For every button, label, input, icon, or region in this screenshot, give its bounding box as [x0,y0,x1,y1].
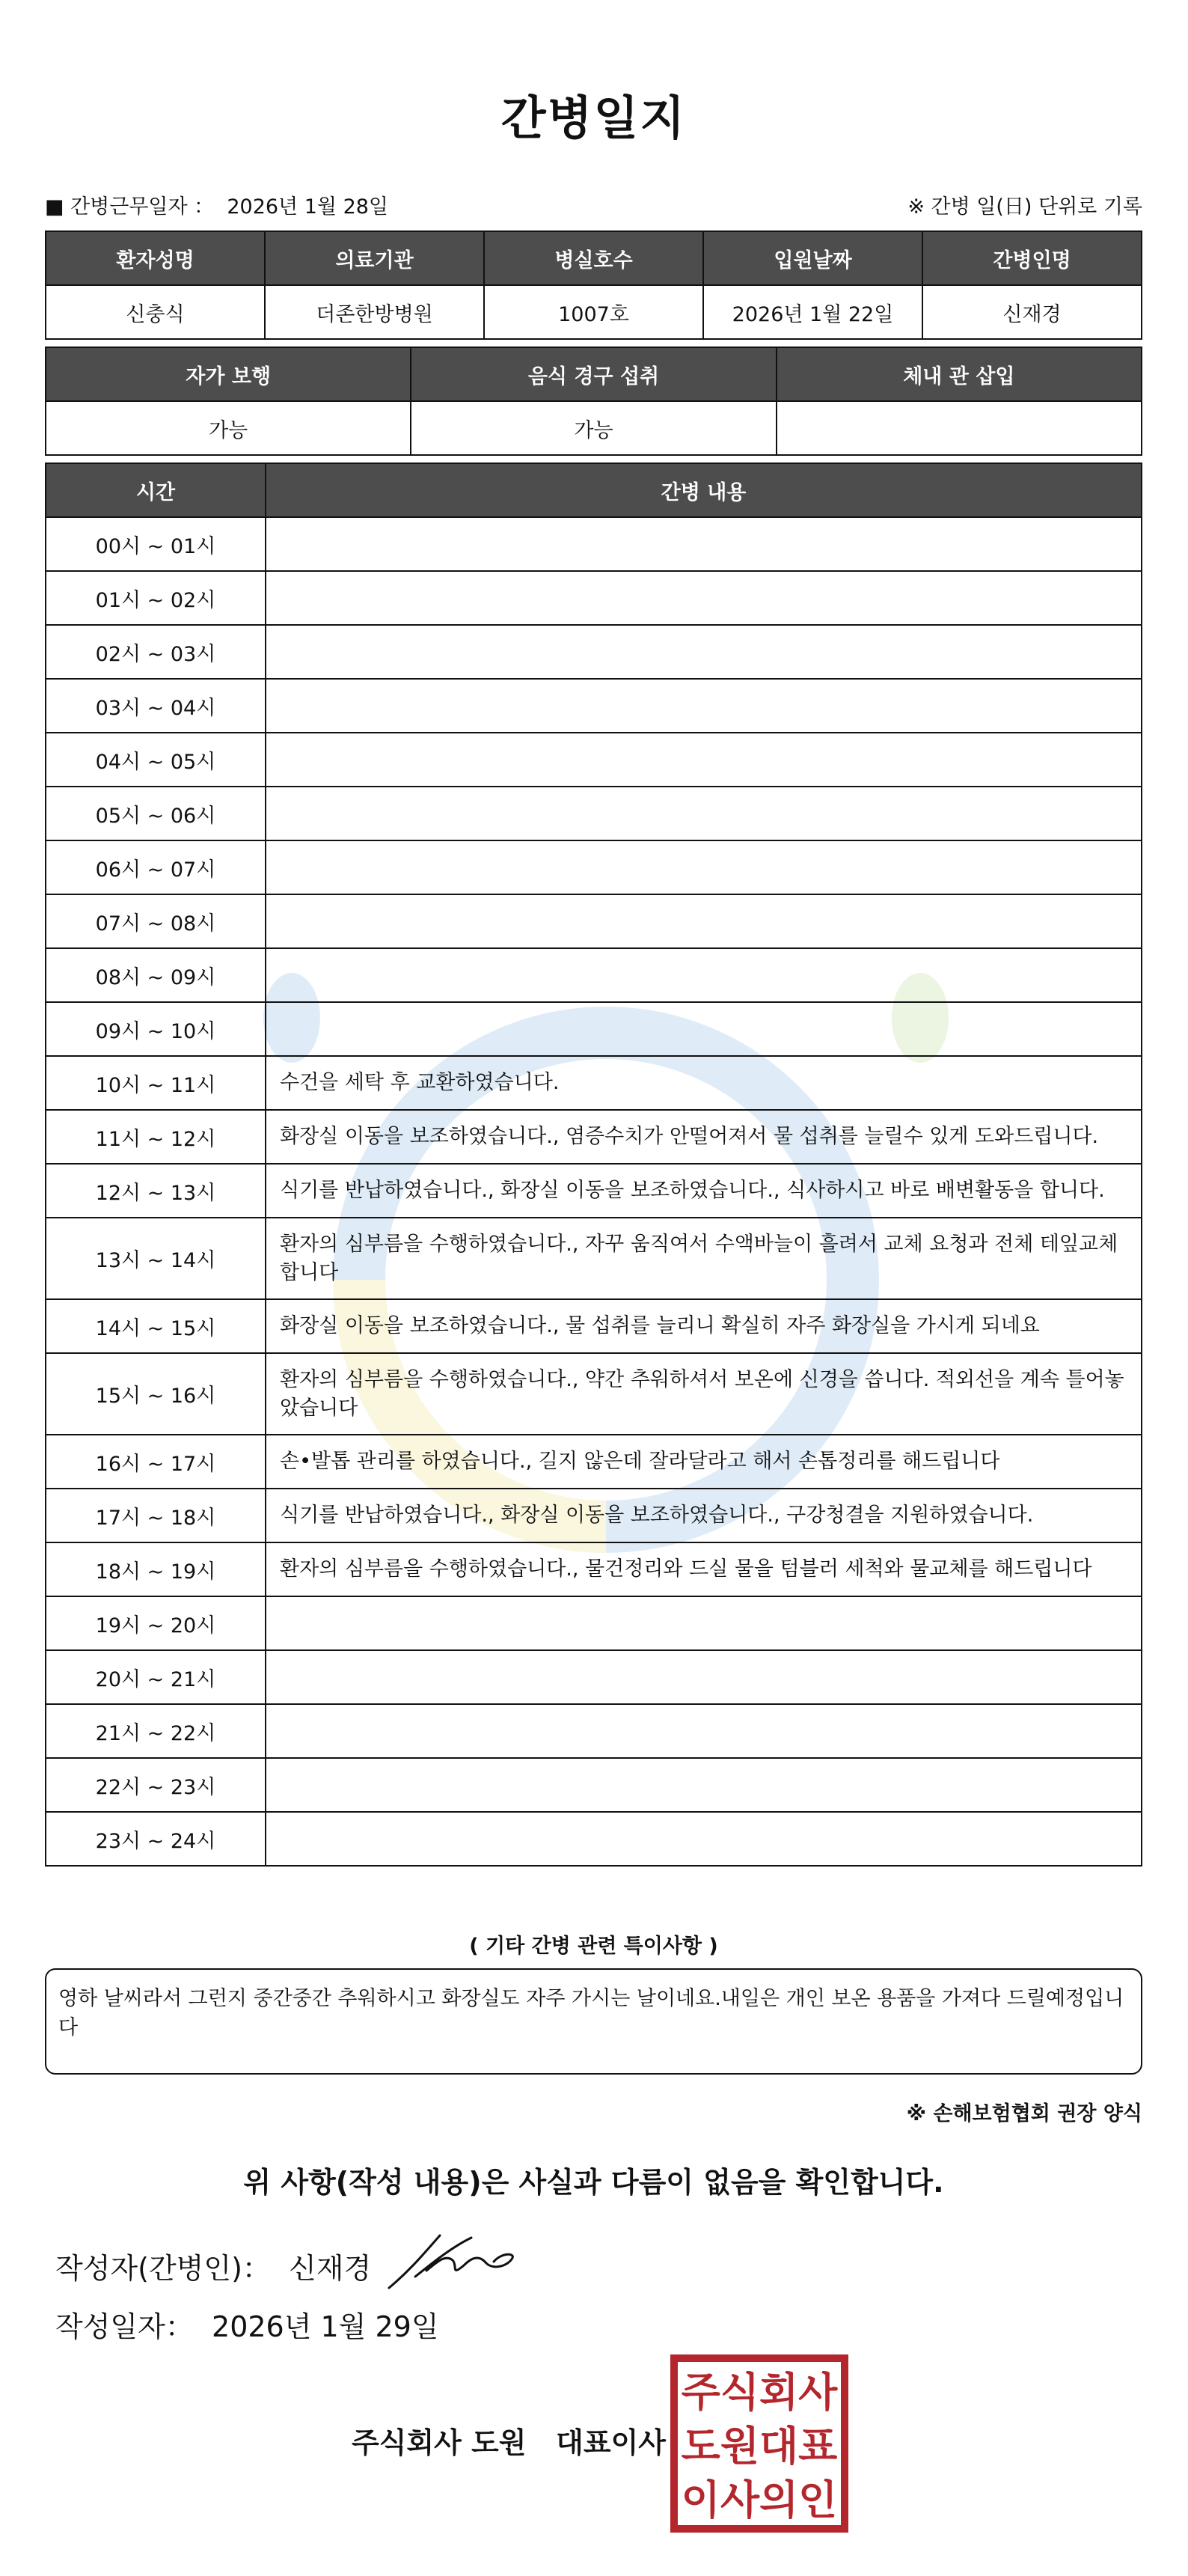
log-row [46,517,1142,571]
log-row [46,1435,1142,1489]
seal-text-line: 이사의인 [681,2478,838,2523]
tube-insertion-value [777,401,1142,455]
seal-text-line: 도원대표 [681,2424,838,2469]
log-time: 05시 ~ 06시 [46,787,266,840]
log-content [266,733,1142,787]
log-content [266,1758,1142,1812]
hospital-name: 더존한방병원 [265,285,484,339]
log-row [46,1650,1142,1704]
log-row [46,840,1142,894]
date-line [55,2304,439,2345]
header-self-walking: 자가 보행 [46,347,411,401]
header-room: 병실호수 [484,231,703,285]
log-time: 12시 ~ 13시 [46,1164,266,1218]
log-row [46,1542,1142,1596]
hourly-log-body [46,517,1142,1866]
log-time: 13시 ~ 14시 [46,1218,266,1299]
document-title: 간병일지 [500,91,687,145]
writer-line [55,2245,371,2286]
log-time: 17시 ~ 18시 [46,1489,266,1542]
log-time: 16시 ~ 17시 [46,1435,266,1489]
work-date-row [45,190,1142,220]
log-time: 01시 ~ 02시 [46,571,266,625]
log-content: 식기를 반납하였습니다., 화장실 이동을 보조하였습니다., 구강청결을 지원하였습니다. [266,1489,1142,1542]
log-row [46,1596,1142,1650]
log-content [266,679,1142,733]
log-row [46,571,1142,625]
log-time: 07시 ~ 08시 [46,894,266,948]
log-content [266,1596,1142,1650]
confirmation-statement: 위 사항(작성 내용)은 사실과 다름이 없음을 확인합니다. [243,2166,944,2199]
log-content [266,571,1142,625]
log-row [46,787,1142,840]
writer-name: 신재경 [289,2252,372,2285]
room-number: 1007호 [484,285,703,339]
log-time: 19시 ~ 20시 [46,1596,266,1650]
company-seal [670,2354,849,2533]
log-content: 식기를 반납하였습니다., 화장실 이동을 보조하였습니다., 식사하시고 바로 배변활동을 합니다. [266,1164,1142,1218]
log-content: 환자의 심부름을 수행하였습니다., 물건정리와 드실 물을 텀블러 세척와 물교체를 해드립니다 [266,1542,1142,1596]
special-notes-label: ( 기타 간병 관련 특이사항 ) [469,1935,718,1958]
log-row [46,1002,1142,1056]
work-date-label: ■ 간병근무일자 ： [45,195,215,219]
header-oral-intake: 음식 경구 섭취 [411,347,776,401]
log-content: 환자의 심부름을 수행하였습니다., 약간 추워하셔서 보온에 신경을 씁니다. 적외선을 계속 틀어놓았습니다 [266,1353,1142,1435]
log-time: 18시 ~ 19시 [46,1542,266,1596]
header-care-content: 간병 내용 [266,463,1142,517]
header-admission-date: 입원날짜 [703,231,922,285]
log-row [46,1353,1142,1435]
work-date-value: 2026년 1월 28일 [227,195,389,219]
log-content: 손•발톱 관리를 하였습니다., 길지 않은데 잘라달라고 해서 손톱정리를 해드립니다 [266,1435,1142,1489]
log-row [46,733,1142,787]
header-patient-name: 환자성명 [46,231,265,285]
handwritten-signature [382,2224,524,2295]
log-row [46,1704,1142,1758]
caregiver-name: 신재경 [922,285,1142,339]
log-time: 09시 ~ 10시 [46,1002,266,1056]
writer-label: 작성자(간병인)： [55,2252,271,2285]
log-row [46,948,1142,1002]
admission-date: 2026년 1월 22일 [703,285,922,339]
log-time: 04시 ~ 05시 [46,733,266,787]
work-date-group [45,190,388,219]
log-time: 10시 ~ 11시 [46,1056,266,1110]
oral-intake-value: 가능 [411,401,776,455]
log-time: 06시 ~ 07시 [46,840,266,894]
log-row [46,1218,1142,1299]
log-content: 화장실 이동을 보조하였습니다., 물 섭취를 늘리니 확실히 자주 화장실을 가시게 되네요 [266,1299,1142,1353]
date-label: 작성일자： [55,2310,194,2343]
log-time: 11시 ~ 12시 [46,1110,266,1164]
log-row [46,1489,1142,1542]
log-content [266,894,1142,948]
header-time: 시간 [46,463,266,517]
log-time: 20시 ~ 21시 [46,1650,266,1704]
log-row [46,1056,1142,1110]
log-content [266,1704,1142,1758]
log-content [266,1812,1142,1866]
header-caregiver-name: 간병인명 [922,231,1142,285]
log-time: 02시 ~ 03시 [46,625,266,679]
header-tube-insertion: 체내 관 삽입 [777,347,1142,401]
log-row [46,1164,1142,1218]
log-row [46,1299,1142,1353]
log-content [266,787,1142,840]
log-time: 08시 ~ 09시 [46,948,266,1002]
log-time: 15시 ~ 16시 [46,1353,266,1435]
log-content: 화장실 이동을 보조하였습니다., 염증수치가 안떨어져서 물 섭취를 늘릴수 있게 도와드립니다. [266,1110,1142,1164]
patient-status-table [45,347,1142,456]
patient-name: 신충식 [46,285,265,339]
log-row [46,1758,1142,1812]
log-content [266,625,1142,679]
patient-info-table [45,231,1142,340]
log-content [266,517,1142,571]
log-content: 환자의 심부름을 수행하였습니다., 자꾸 움직여서 수액바늘이 흘려서 교체 요청과 전체 테잎교체 합니다 [266,1218,1142,1299]
log-content [266,1650,1142,1704]
log-time: 21시 ~ 22시 [46,1704,266,1758]
log-time: 23시 ~ 24시 [46,1812,266,1866]
self-walking-value: 가능 [46,401,411,455]
company-representative: 주식회사 도원 대표이사 [352,2426,666,2459]
date-value: 2026년 1월 29일 [212,2310,439,2343]
log-time: 22시 ~ 23시 [46,1758,266,1812]
hourly-log-table [45,463,1142,1867]
log-content [266,840,1142,894]
log-row [46,679,1142,733]
seal-text-line: 주식회사 [681,2370,838,2415]
log-time: 00시 ~ 01시 [46,517,266,571]
association-note: ※ 손해보험협회 권장 양식 [906,2102,1142,2125]
log-row [46,625,1142,679]
unit-note: ※ 간병 일(日) 단위로 기록 [907,195,1142,219]
log-content [266,948,1142,1002]
log-row [46,1812,1142,1866]
care-log-page [45,0,1142,2576]
log-content: 수건을 세탁 후 교환하였습니다. [266,1056,1142,1110]
log-time: 14시 ~ 15시 [46,1299,266,1353]
log-content [266,1002,1142,1056]
special-notes-box: 영하 날씨라서 그런지 중간중간 추워하시고 화장실도 자주 가시는 날이네요.내일은 개인 보온 용품을 가져다 드릴예정입니다 [45,1968,1142,2075]
log-time: 03시 ~ 04시 [46,679,266,733]
header-hospital: 의료기관 [265,231,484,285]
log-row [46,1110,1142,1164]
log-row [46,894,1142,948]
